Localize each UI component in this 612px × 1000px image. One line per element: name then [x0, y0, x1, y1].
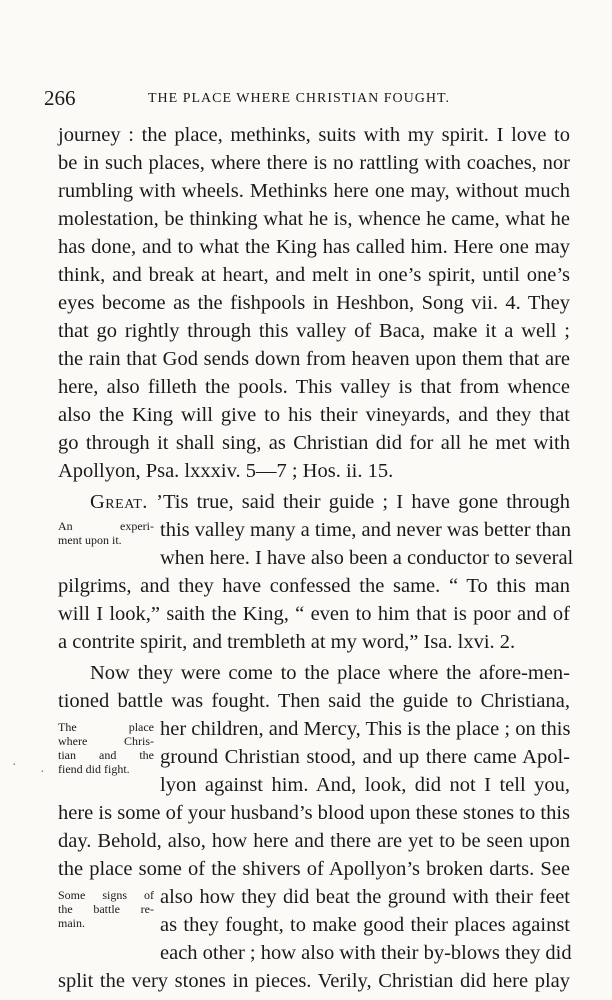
side-note-line: where Chris-	[58, 734, 154, 748]
text-line: go through it shall sing, as Christian did for all he met with	[58, 432, 570, 454]
speech-line	[90, 489, 570, 515]
text-line: the place some of the shivers of Apollyon’s broken darts. See	[58, 858, 570, 880]
text-line: ground Christian stood, and up there came Apol-	[160, 746, 570, 768]
text-line: also the King will give to his their vineyards, and they that	[58, 404, 570, 426]
text-line: day. Behold, also, how here and there are yet to be seen upon	[58, 830, 570, 852]
speaker-name: Great.	[90, 491, 148, 513]
text-line: journey : the place, methinks, suits with my spirit. I love to	[58, 124, 570, 146]
side-note-line: the battle re-	[58, 902, 154, 916]
side-note-experiment	[58, 519, 154, 547]
side-note-line: The place	[58, 720, 154, 734]
text-line: when here. I have also been a conductor to several	[160, 547, 574, 569]
side-note-line: tian and the	[58, 748, 154, 762]
text-line: this valley many a time, and never was better than	[160, 519, 572, 541]
text-line: her children, and Mercy, This is the place ; on this	[160, 718, 571, 740]
running-head	[44, 86, 574, 110]
side-note-line: fiend did fight.	[58, 762, 130, 776]
text-line: be in such places, where there is no rattling with coaches, nor	[58, 152, 570, 174]
side-note-line: ment upon it.	[58, 533, 122, 547]
side-note-signs	[58, 888, 154, 930]
side-note-line: main.	[58, 916, 85, 930]
text-line: a contrite spirit, and trembleth at my word,” Isa. lxvi. 2.	[58, 631, 516, 653]
text-line: here, also filleth the pools. This valley is that from whence	[58, 376, 570, 398]
text-line: here is some of your husband’s blood upon these stones to this	[58, 802, 570, 824]
text-line: also how they did beat the ground with their feet	[160, 886, 570, 908]
text-line: the rain that God sends down from heaven upon them that are	[58, 348, 570, 370]
text-line: Apollyon, Psa. lxxxiv. 5—7 ; Hos. ii. 15.	[58, 460, 394, 482]
text-line: tioned battle was fought. Then said the guide to Christiana,	[58, 690, 570, 712]
text-line: pilgrims, and they have confessed the same. “ To this man	[58, 575, 570, 597]
speech-text: ’Tis true, said their guide ; I have gone through	[147, 491, 570, 513]
text-line: lyon against him. And, look, did not I tell you,	[160, 774, 570, 796]
text-line: has done, and to what the King has called him. Here one may	[58, 236, 570, 258]
text-line: think, and break at heart, and melt in one’s spirit, until one’s	[58, 264, 570, 286]
text-line: each other ; how also with their by-blows they did	[160, 942, 572, 964]
side-note-line: Some signs of	[58, 888, 154, 902]
text-line: rumbling with wheels. Methinks here one may, without much	[58, 180, 570, 202]
text-line: that go rightly through this valley of Baca, make it a well ;	[58, 320, 570, 342]
page-number: 266	[44, 86, 76, 110]
print-speck: ·	[40, 765, 45, 780]
text-line: eyes become as the fishpools in Heshbon, Song vii. 4. They	[58, 292, 570, 314]
text-line: molestation, be thinking what he is, whence he came, what he	[58, 208, 570, 230]
print-speck: ·	[12, 758, 17, 773]
text-line: will I look,” saith the King, “ even to him that is poor and of	[58, 603, 570, 625]
text-line: Now they were come to the place where the afore-men-	[90, 662, 570, 684]
text-line: split the very stones in pieces. Verily, Christian did here play	[58, 970, 570, 992]
text-line: as they fought, to make good their places against	[160, 914, 570, 936]
running-title: THE PLACE WHERE CHRISTIAN FOUGHT.	[148, 91, 450, 106]
side-note-line: An experi-	[58, 519, 154, 533]
side-note-place	[58, 720, 154, 776]
